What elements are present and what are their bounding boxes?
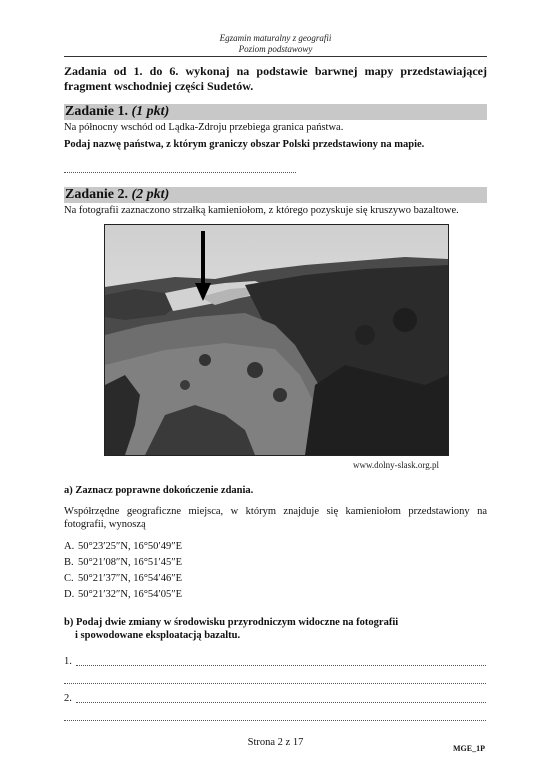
answer-line-2b[interactable] <box>64 720 486 722</box>
task1-info: Na północny wschód od Lądka-Zdroju przebiega granica państwa. <box>64 122 344 133</box>
option-d[interactable] <box>64 588 182 601</box>
task1-heading <box>65 104 169 120</box>
option-letter: D. <box>64 589 75 600</box>
task2a-text: Współrzędne geograficzne miejsca, w którym znajduje się kamieniołom przedstawiony na fotografii, wynoszą <box>64 506 487 530</box>
photo-credit: www.dolny-slask.org.pl <box>353 460 439 470</box>
option-letter: C. <box>64 573 74 584</box>
task2-info: Na fotografii zaznaczono strzałką kamieniołom, z którego pozyskuje się kruszywo bazaltowe. <box>64 205 459 216</box>
option-text: 50°21′37″N, 16°54′46″E <box>78 573 182 584</box>
answer-line-1a[interactable] <box>76 665 486 667</box>
quarry-photograph <box>104 224 449 456</box>
task2-heading-band <box>64 187 487 203</box>
task2b-line2: i spowodowane eksploatacją bazaltu. <box>75 630 241 641</box>
task1-answer-line[interactable] <box>64 172 296 174</box>
option-a[interactable] <box>64 540 182 553</box>
option-letter: A. <box>64 541 75 552</box>
task1-heading-band <box>64 104 487 120</box>
option-letter: B. <box>64 557 74 568</box>
answer-number-1: 1. <box>64 656 72 667</box>
task2b-line1: Podaj dwie zmiany w środowisku przyrodniczym widoczne na fotografii <box>75 617 399 628</box>
page-number: Strona 2 z 17 <box>247 737 304 748</box>
option-text: 50°21′32″N, 16°54′05″E <box>78 589 182 600</box>
task2-title: Zadanie 2. <box>65 187 129 202</box>
task1-points: (1 pkt) <box>131 104 170 119</box>
task2b-question <box>64 616 487 629</box>
exam-code: MGE_1P <box>453 744 485 753</box>
answer-line-2a[interactable] <box>76 702 486 704</box>
answer-number-2: 2. <box>64 693 72 704</box>
task2a-heading: a) Zaznacz poprawne dokończenie zdania. <box>64 485 254 496</box>
option-c[interactable] <box>64 572 182 585</box>
task2-points: (2 pkt) <box>131 187 170 202</box>
exam-level: Poziom podstawowy <box>238 44 313 54</box>
task1-question: Podaj nazwę państwa, z którym graniczy obszar Polski przedstawiony na mapie. <box>64 139 425 150</box>
header-divider <box>64 56 487 57</box>
option-text: 50°21′08″N, 16°51′45″E <box>78 557 182 568</box>
task2-heading <box>65 187 169 203</box>
task2b-label: b) <box>64 617 74 628</box>
answer-line-1b[interactable] <box>64 683 486 685</box>
option-b[interactable] <box>64 556 182 569</box>
task1-title: Zadanie 1. <box>65 104 129 119</box>
intro-instruction: Zadania od 1. do 6. wykonaj na podstawie barwnej mapy przedstawiającej fragment wschodniej części Sudetów. <box>64 64 487 93</box>
option-text: 50°23′25″N, 16°50′49″E <box>78 541 182 552</box>
exam-title: Egzamin maturalny z geografii <box>219 33 332 43</box>
